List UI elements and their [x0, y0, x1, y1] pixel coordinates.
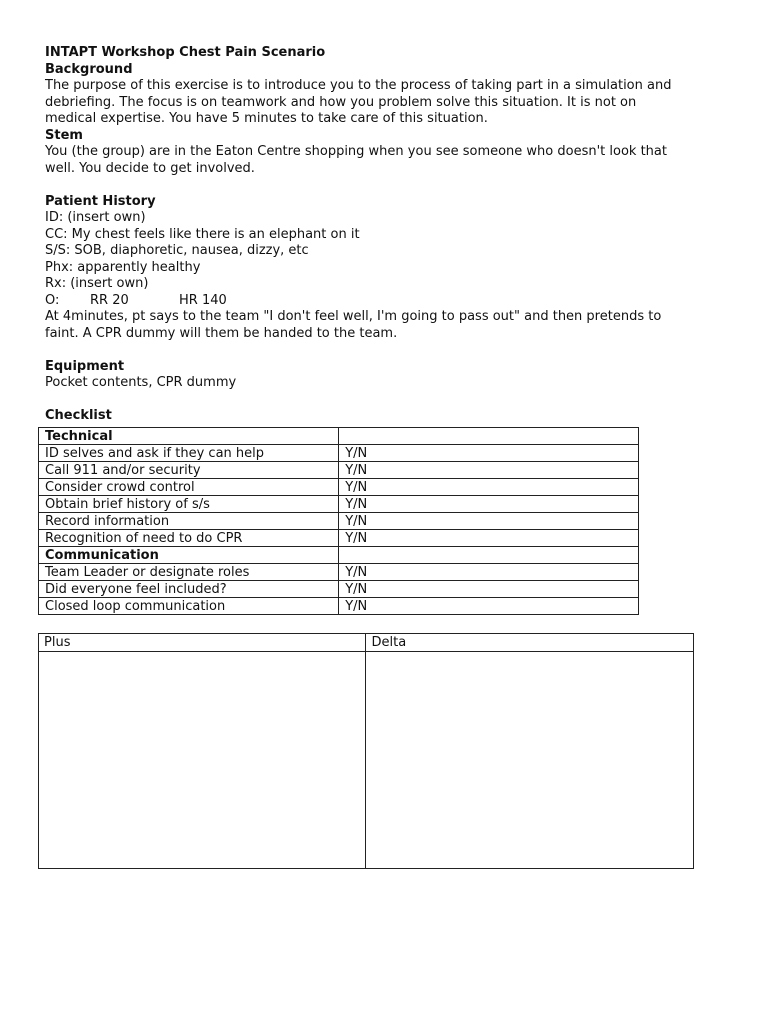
table-row	[39, 496, 639, 513]
stem-line: You (the group) are in the Eaton Centre shopping when you see someone who doesn't look that	[45, 144, 667, 159]
checklist-value: Y/N	[339, 462, 639, 479]
checklist-heading: Checklist	[45, 408, 112, 423]
table-row	[39, 581, 639, 598]
table-row	[39, 479, 639, 496]
spacer	[45, 342, 725, 359]
plus-header: Plus	[39, 634, 366, 652]
history-rx: Rx: (insert own)	[45, 276, 149, 291]
background-line: debriefing. The focus is on teamwork and how you problem solve this situation. It is not on	[45, 94, 637, 110]
equipment-text: Pocket contents, CPR dummy	[45, 375, 237, 390]
history-vitals	[45, 293, 725, 310]
checklist-value: Y/N	[339, 445, 639, 462]
history-cc: CC: My chest feels like there is an elephant on it	[45, 226, 360, 242]
history-id: ID: (insert own)	[45, 210, 146, 225]
plus-delta-table	[38, 633, 694, 869]
document-body	[45, 45, 725, 425]
history-event-line: At 4minutes, pt says to the team "I don't feel well, I'm going to pass out" and then pretends to	[45, 309, 662, 324]
checklist-value: Y/N	[339, 496, 639, 513]
vitals-hr: HR 140	[179, 292, 227, 308]
spacer	[45, 392, 725, 409]
history-heading: Patient History	[45, 193, 156, 209]
checklist-item: Consider crowd control	[39, 479, 339, 496]
section-technical: Technical	[39, 428, 339, 445]
checklist-value: Y/N	[339, 513, 639, 530]
table-row	[39, 513, 639, 530]
equipment-heading: Equipment	[45, 358, 125, 374]
checklist-value: Y/N	[339, 598, 639, 615]
section-blank-cell	[339, 547, 639, 564]
vitals-rr: RR 20	[90, 292, 129, 308]
section-blank-cell	[339, 428, 639, 445]
checklist-item: Call 911 and/or security	[39, 462, 339, 479]
checklist-item: Did everyone feel included?	[39, 581, 339, 598]
table-row	[39, 530, 639, 547]
table-row	[39, 598, 639, 615]
table-row	[39, 564, 639, 581]
history-event-line: faint. A CPR dummy will them be handed to the team.	[45, 325, 398, 341]
background-line: The purpose of this exercise is to introduce you to the process of taking part in a simulation and	[45, 78, 672, 93]
stem-heading: Stem	[45, 127, 83, 143]
background-heading: Background	[45, 61, 133, 77]
table-row	[39, 445, 639, 462]
checklist-value: Y/N	[339, 479, 639, 496]
table-row	[39, 462, 639, 479]
checklist-value: Y/N	[339, 564, 639, 581]
history-phx: Phx: apparently healthy	[45, 259, 201, 275]
checklist-item: ID selves and ask if they can help	[39, 445, 339, 462]
checklist-item: Obtain brief history of s/s	[39, 496, 339, 513]
checklist-item: Closed loop communication	[39, 598, 339, 615]
checklist-item: Recognition of need to do CPR	[39, 530, 339, 547]
background-line: medical expertise. You have 5 minutes to take care of this situation.	[45, 111, 488, 126]
spacer	[45, 177, 725, 194]
checklist-item: Record information	[39, 513, 339, 530]
plus-cell	[39, 652, 366, 869]
stem-line: well. You decide to get involved.	[45, 160, 255, 176]
checklist-item: Team Leader or designate roles	[39, 564, 339, 581]
history-ss: S/S: SOB, diaphoretic, nausea, dizzy, etc	[45, 243, 309, 258]
section-communication: Communication	[39, 547, 339, 564]
vitals-label: O:	[45, 292, 60, 308]
table-row	[39, 634, 694, 652]
document-title: INTAPT Workshop Chest Pain Scenario	[45, 45, 326, 60]
checklist-table	[38, 427, 639, 615]
table-row	[39, 428, 639, 445]
checklist-value: Y/N	[339, 581, 639, 598]
table-row	[39, 652, 694, 869]
delta-header: Delta	[366, 634, 694, 652]
table-row	[39, 547, 639, 564]
delta-cell	[366, 652, 694, 869]
checklist-value: Y/N	[339, 530, 639, 547]
